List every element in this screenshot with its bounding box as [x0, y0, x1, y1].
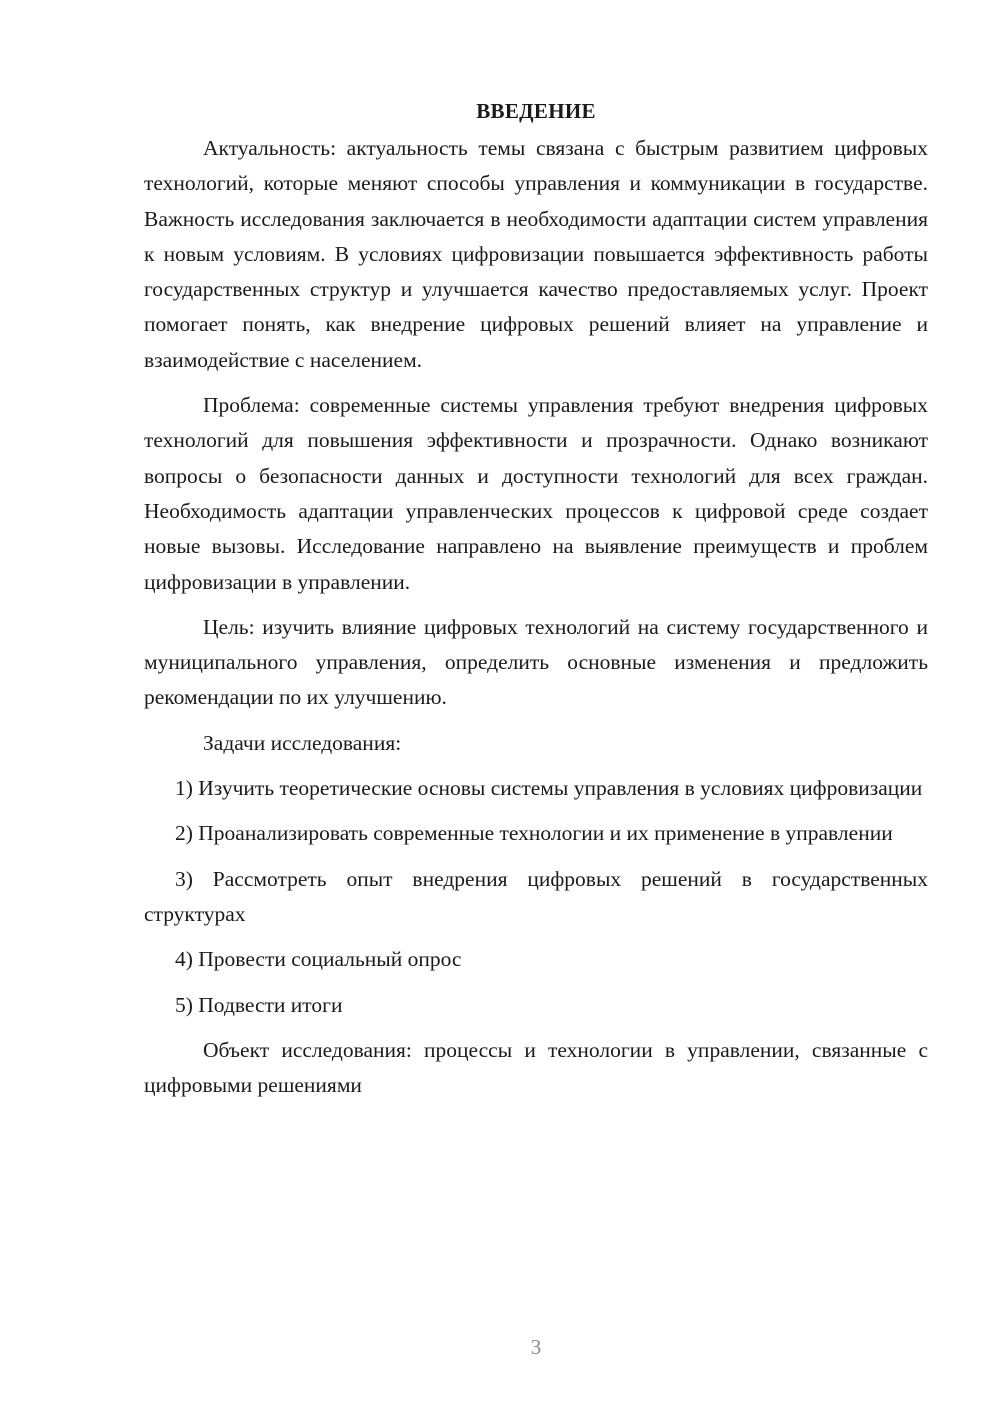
- document-page: [144, 96, 928, 1113]
- section-title: ВВЕДЕНИЕ: [476, 99, 596, 123]
- task-item-4: 4) Провести социальный опрос: [175, 947, 462, 972]
- paragraph-relevance: Актуальность: актуальность темы связана с быстрым развитием цифровых технологий, которые меняют способы управления и коммуникации в государстве. Важность исследования заключается в необходимости адаптации систем управления к новым условиям. В условиях цифровизации повышается эффективность работы государственных структур и улучшается качество предоставляемых услуг. Проект помогает понять, как внедрение цифровых решений влияет на управление и взаимодействие с населением.: [144, 136, 928, 372]
- task-item-3: 3) Рассмотреть опыт внедрения цифровых решений в государственных структурах: [144, 866, 928, 926]
- task-item-2: 2) Проанализировать современные технологии и их применение в управлении: [175, 821, 893, 846]
- task-item-5: 5) Подвести итоги: [175, 992, 343, 1017]
- paragraph-tasks-heading: Задачи исследования:: [203, 730, 402, 755]
- paragraph-object: Объект исследования: процессы и технологии в управлении, связанные с цифровыми решениями: [144, 1037, 928, 1098]
- task-item-1: 1) Изучить теоретические основы системы управления в условиях цифровизации: [175, 776, 923, 801]
- paragraph-problem: Проблема: современные системы управления требуют внедрения цифровых технологий для повышения эффективности и прозрачности. Однако возникают вопросы о безопасности данных и доступности технологий для всех граждан. Необходимость адаптации управленческих процессов к цифровой среде создает новые вызовы. Исследование направлено на выявление преимуществ и проблем цифровизации в управлении.: [144, 393, 928, 594]
- paragraph-goal: Цель: изучить влияние цифровых технологий на систему государственного и муниципального управления, определить основные изменения и предложить рекомендации по их улучшению.: [144, 614, 928, 710]
- page-number: 3: [530, 1335, 542, 1359]
